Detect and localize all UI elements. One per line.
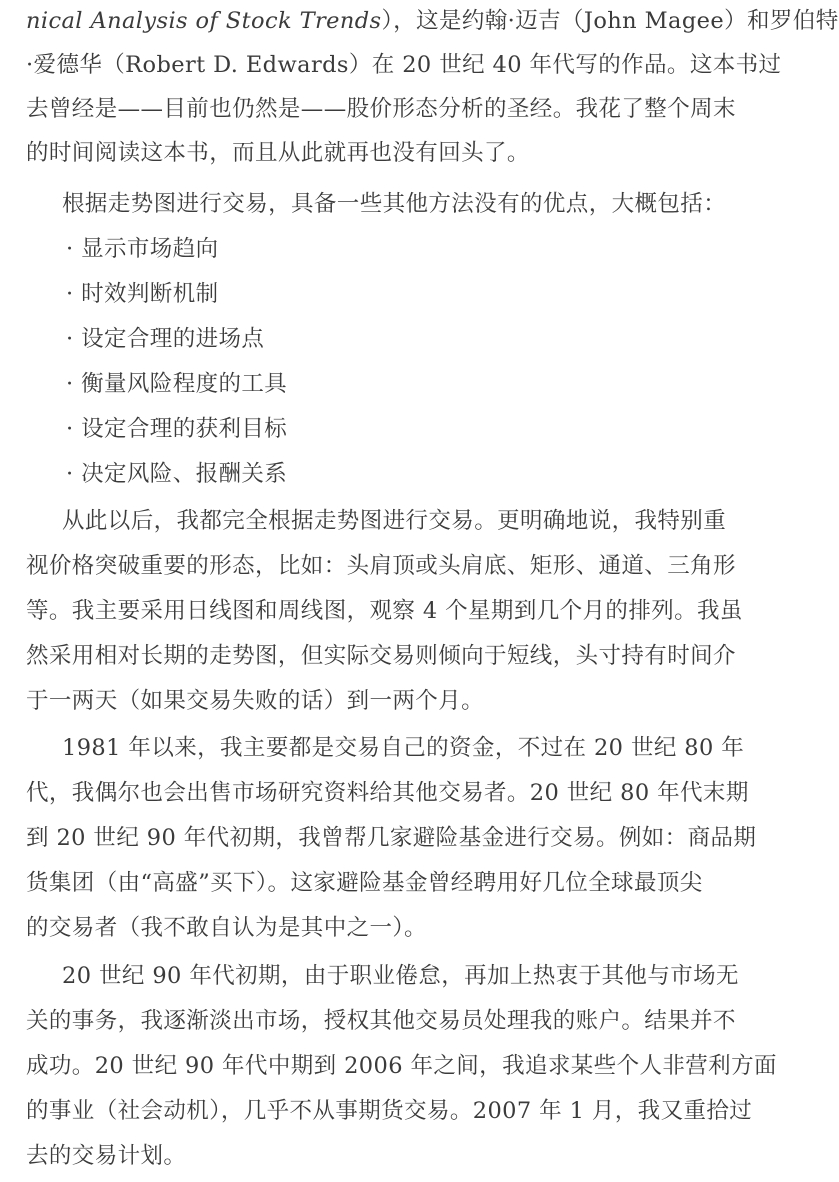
paragraph-start-charting: 从此以后，我都完全根据走势图进行交易。更明确地说，我特别重 [62,508,727,534]
text-line: 到 20 世纪 90 年代初期，我曾帮几家避险基金进行交易。例如：商品期 [26,825,757,851]
paragraph-start-1981: 1981 年以来，我主要都是交易自己的资金，不过在 20 世纪 80 年 [62,735,745,761]
text-line: 的交易者（我不敢自认为是其中之一）。 [26,915,427,941]
text-line: 视价格突破重要的形态，比如：头肩顶或头肩底、矩形、通道、三角形 [26,553,736,579]
text-line: 代，我偶尔也会出售市场研究资料给其他交易者。20 世纪 80 年代末期 [26,780,749,806]
text-line: 去的交易计划。 [26,1143,187,1169]
text-line: 于一两天（如果交易失败的话）到一两个月。 [26,688,485,714]
text-line: 的事业（社会动机），几乎不从事期货交易。2007 年 1 月，我又重拾过 [26,1098,753,1124]
text-line: 关的事务，我逐渐淡出市场，授权其他交易员处理我的账户。结果并不 [26,1008,736,1034]
text-line-4: 的时间阅读这本书，而且从此就再也没有回头了。 [26,140,530,166]
bullet-item: · 时效判断机制 [66,281,219,307]
text-line: 成功。20 世纪 90 年代中期到 2006 年之间，我追求某些个人非营利方面 [26,1053,777,1079]
text-line-2: ·爱德华（Robert D. Edwards）在 20 世纪 40 年代写的作品。这本书过 [26,52,782,78]
text-line: 等。我主要采用日线图和周线图，观察 4 个星期到几个月的排列。我虽 [26,598,743,624]
paragraph-start-1990s: 20 世纪 90 年代初期，由于职业倦怠，再加上热衷于其他与市场无 [62,963,739,989]
text-line-1-rest: ），这是约翰·迈吉（John Magee）和罗伯特 [381,8,839,34]
book-title-fragment: nical Analysis of Stock Trends [26,8,382,34]
bullet-item: · 决定风险、报酬关系 [66,461,288,487]
text-line: 货集团（由“高盛”买下）。这家避险基金曾经聘用好几位全球最顶尖 [26,870,703,896]
paragraph-start-benefits: 根据走势图进行交易，具备一些其他方法没有的优点，大概包括： [62,191,727,217]
text-line-1 [26,6,839,36]
text-line-3: 去曾经是——目前也仍然是——股价形态分析的圣经。我花了整个周末 [26,96,736,122]
bullet-item: · 衡量风险程度的工具 [66,371,288,397]
bullet-item: · 设定合理的获利目标 [66,416,288,442]
bullet-item: · 显示市场趋向 [66,236,219,262]
bullet-item: · 设定合理的进场点 [66,326,265,352]
text-line: 然采用相对长期的走势图，但实际交易则倾向于短线，头寸持有时间介 [26,643,736,669]
